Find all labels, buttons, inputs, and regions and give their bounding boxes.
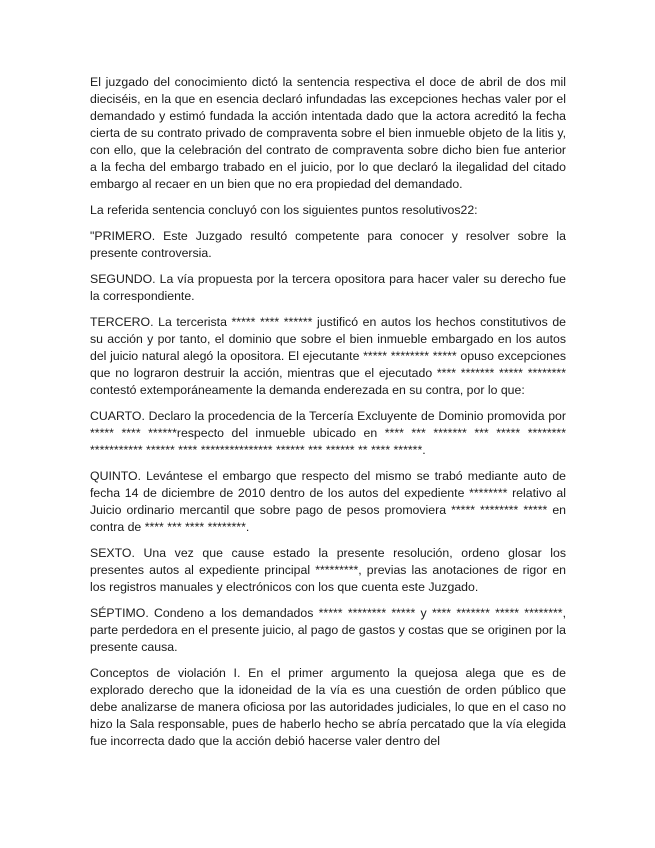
paragraph-sentencia: El juzgado del conocimiento dictó la sentencia respectiva el doce de abril de dos mil dieciséis, en la que en esencia declaró infundadas las excepciones hechas valer por el demandado y estimó fundada la acción intentada dado que la actora acreditó la fecha cierta de su contrato privado de compraventa sobre el bien inmueble objeto de la litis y, con ello, que la celebración del contrato de compraventa sobre dicho bien fue anterior a la fecha del embargo trabado en el juicio, por lo que declaró la ilegalidad del citado embargo al recaer en un bien que no era propiedad del demandado. [90, 75, 566, 191]
paragraph-primero: "PRIMERO. Este Juzgado resultó competente para conocer y resolver sobre la presente controversia. [90, 229, 566, 260]
document-page [90, 74, 566, 759]
paragraph-conceptos-violacion: Conceptos de violación I. En el primer argumento la quejosa alega que es de explorado derecho que la idoneidad de la vía es una cuestión de orden público que debe analizarse de manera oficiosa por las autoridades judiciales, lo que en el caso no hizo la Sala responsable, pues de haberlo hecho se abría percatado que la vía elegida fue incorrecta dado que la acción debió hacerse valer dentro del [90, 666, 566, 748]
paragraph-tercero: TERCERO. La tercerista ***** **** ****** justificó en autos los hechos constitutivos de su acción y por tanto, el dominio que sobre el bien inmueble embargado en los autos del juicio natural alegó la opositora. El ejecutante ***** ******** ***** opuso excepciones que no lograron destruir la acción, mientras que el ejecutado **** ******* ***** ******** contestó extemporáneamente la demanda enderezada en su contra, por lo que: [90, 315, 566, 397]
paragraph-resolutivos-intro: La referida sentencia concluyó con los siguientes puntos resolutivos22: [90, 203, 478, 217]
paragraph-sexto: SEXTO. Una vez que cause estado la presente resolución, ordeno glosar los presentes autos al expediente principal *********, previas las anotaciones de rigor en los registros manuales y electrónicos con los que cuenta este Juzgado. [90, 546, 566, 594]
paragraph-quinto: QUINTO. Levántese el embargo que respecto del mismo se trabó mediante auto de fecha 14 de diciembre de 2010 dentro de los autos del expediente ******** relativo al Juicio ordinario mercantil que sobre pago de pesos promoviera ***** ******** ***** en contra de **** *** **** ********. [90, 469, 566, 534]
paragraph-cuarto: CUARTO. Declaro la procedencia de la Tercería Excluyente de Dominio promovida por ***** **** ******respecto del inmueble ubicado en **** *** ******* *** ***** ******** *********** ****** **** *************** ****** *** ****** ** **** ******. [90, 409, 566, 457]
paragraph-segundo: SEGUNDO. La vía propuesta por la tercera opositora para hacer valer su derecho fue la correspondiente. [90, 272, 566, 303]
paragraph-septimo: SÉPTIMO. Condeno a los demandados ***** ******** ***** y **** ******* ***** ********, parte perdedora en el presente juicio, al pago de gastos y costas que se originen por la presente causa. [90, 606, 566, 654]
